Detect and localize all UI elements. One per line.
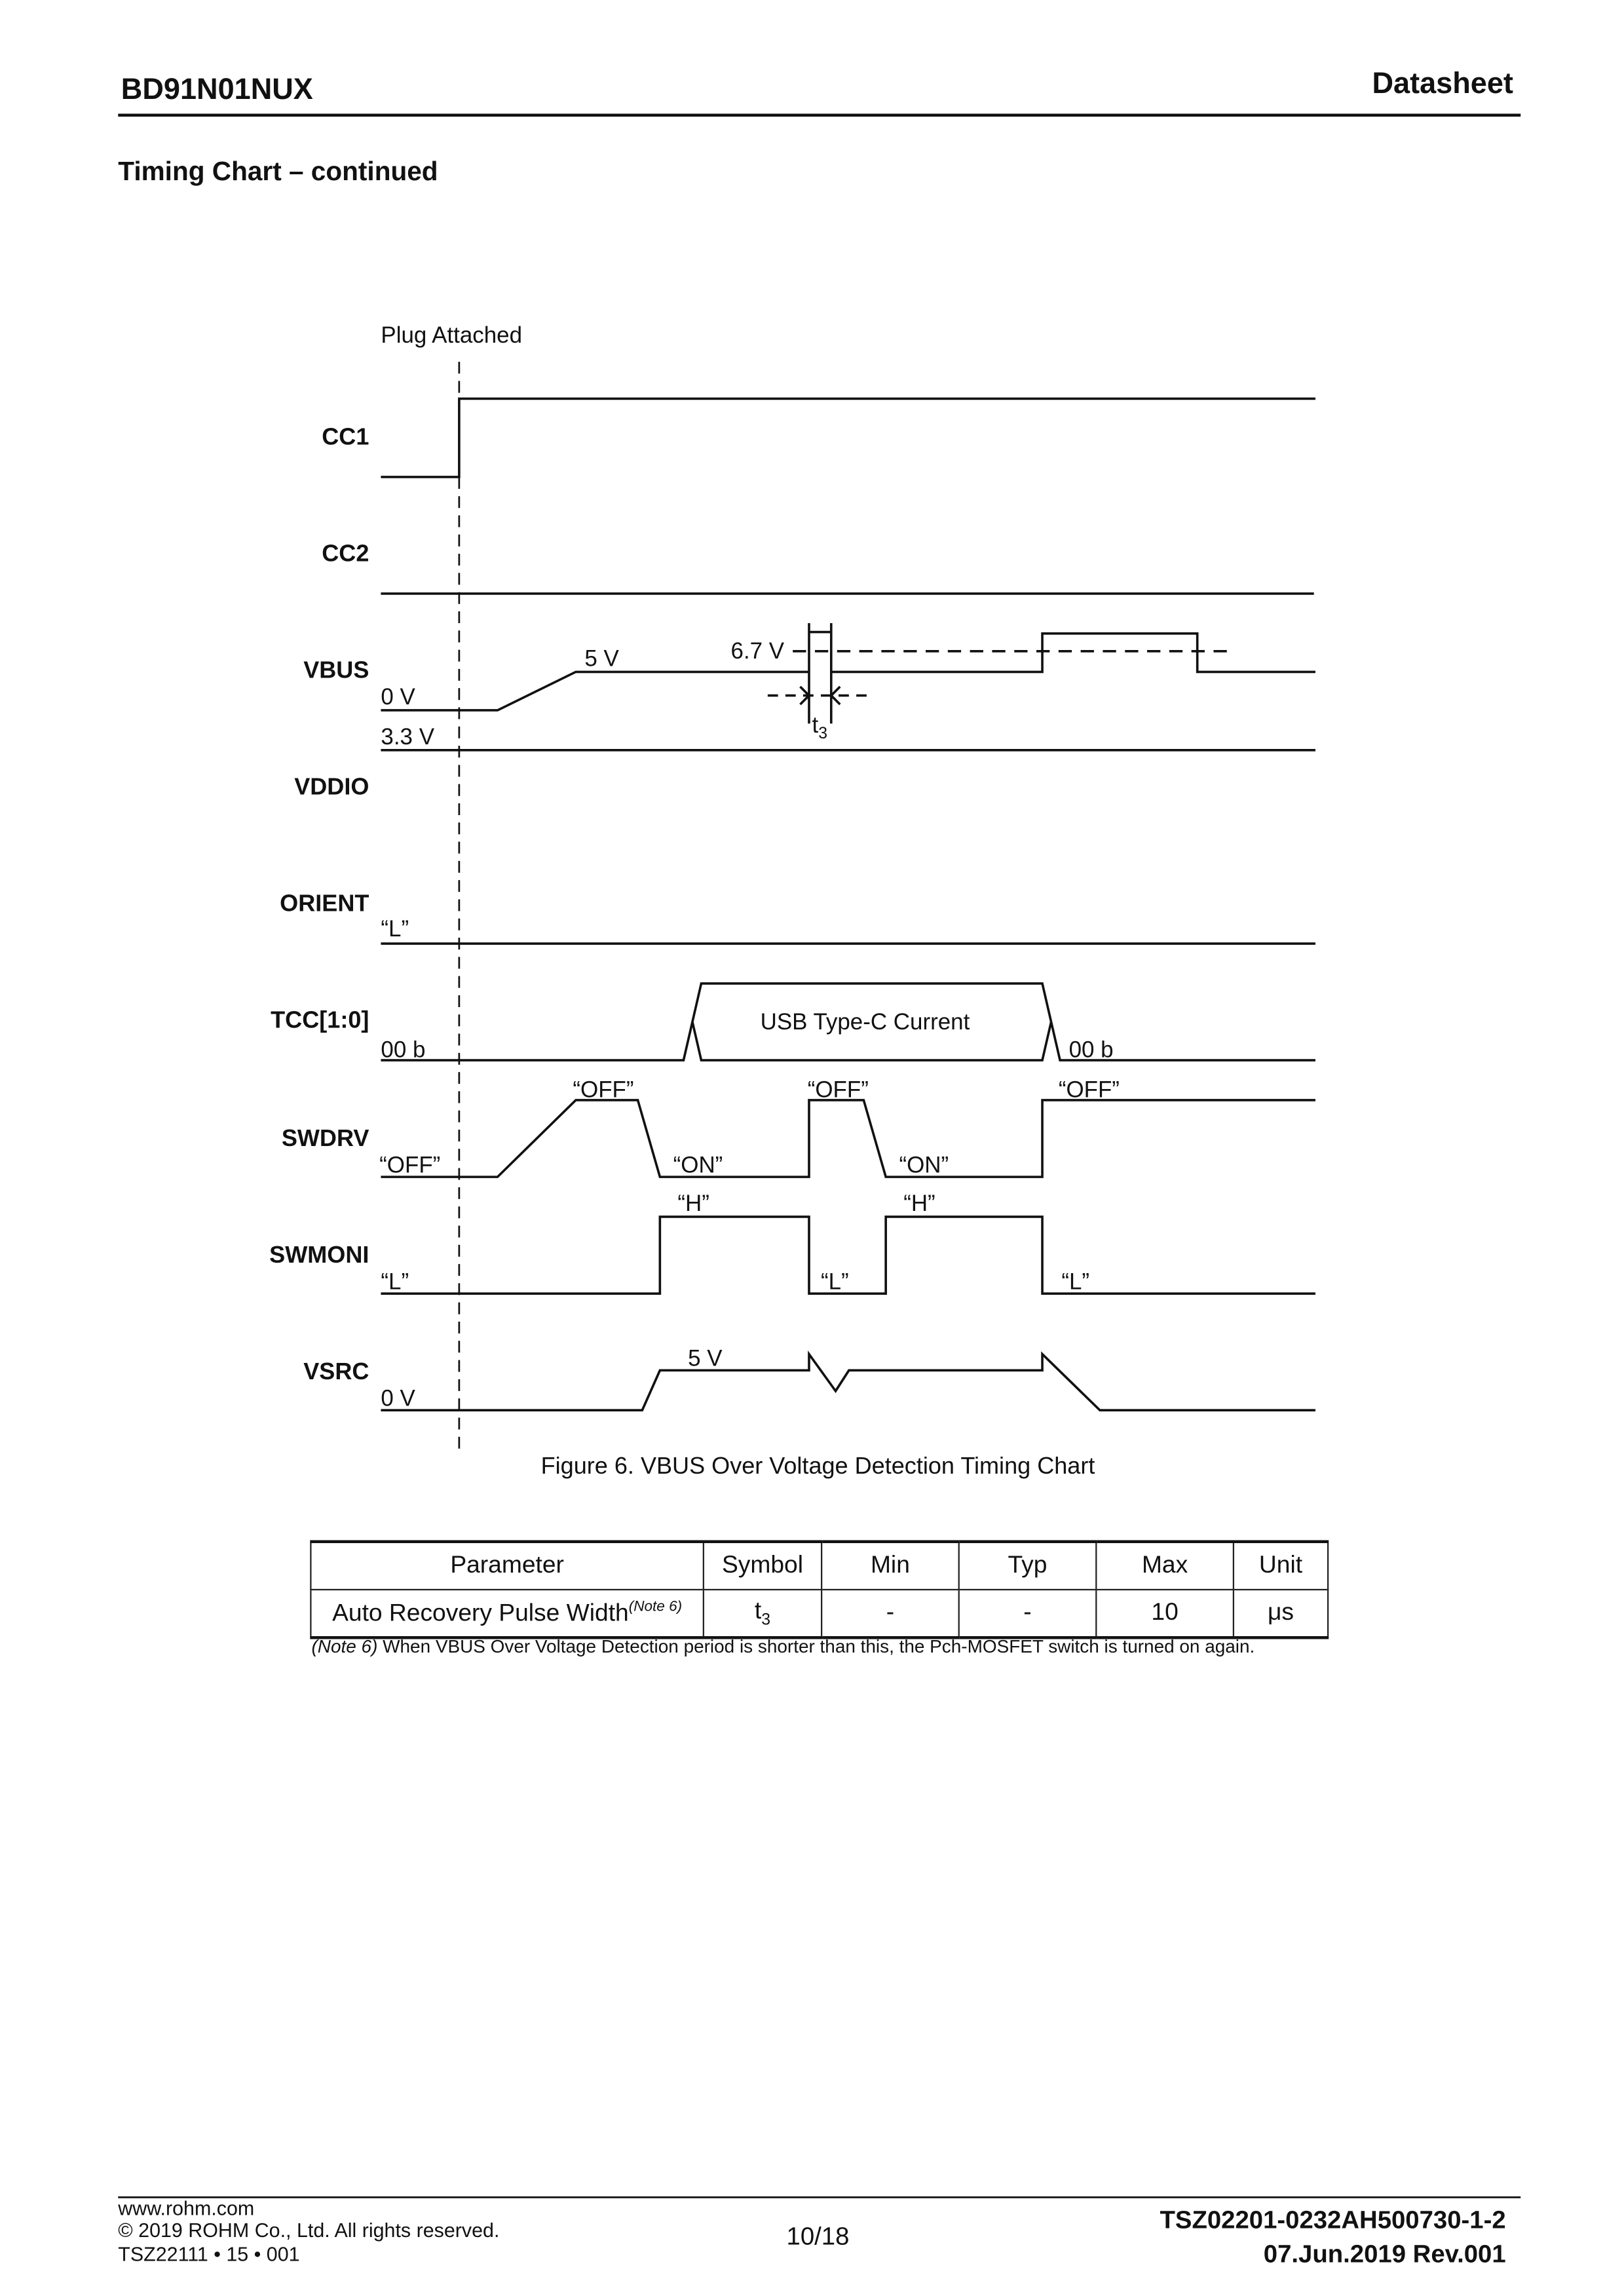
signal-cc1: CC1 — [322, 425, 369, 451]
swmoni-label: “H” — [903, 1191, 935, 1217]
signal-tcc: TCC[1:0] — [271, 1008, 369, 1034]
signal-swmoni: SWMONI — [269, 1243, 369, 1269]
orient-label: “L” — [381, 917, 409, 942]
table-note — [312, 1637, 1255, 1656]
cc1-waveform — [381, 398, 1315, 476]
table-row — [311, 1590, 1328, 1637]
parameter-table — [310, 1540, 1329, 1639]
cell-max: 10 — [1096, 1590, 1234, 1637]
swdrv-label: “OFF” — [807, 1078, 869, 1103]
vsrc-5v-label: 5 V — [688, 1347, 723, 1372]
figure-caption: Figure 6. VBUS Over Voltage Detection Timing Chart — [540, 1454, 1095, 1480]
signal-swdrv: SWDRV — [281, 1126, 369, 1152]
cell-unit: μs — [1234, 1590, 1328, 1637]
footer-form-code: TSZ22111 • 15 • 001 — [118, 2243, 300, 2266]
t3-label — [812, 715, 827, 743]
doc-type: Datasheet — [1372, 67, 1513, 101]
header-parameter: Parameter — [311, 1542, 703, 1590]
footer-website: www.rohm.com — [118, 2197, 255, 2220]
swmoni-label: “H” — [677, 1191, 709, 1217]
date-revision: 07.Jun.2019 Rev.001 — [1263, 2240, 1506, 2268]
cell-symbol — [704, 1590, 821, 1637]
tcc-low-left: 00 b — [381, 1038, 426, 1063]
symbol-base: t — [754, 1598, 762, 1624]
swdrv-label: “OFF” — [379, 1153, 441, 1179]
vbus-waveform — [381, 623, 1315, 723]
header-unit: Unit — [1234, 1542, 1328, 1590]
part-number: BD91N01NUX — [121, 73, 313, 107]
vsrc-0v-label: 0 V — [381, 1387, 415, 1412]
parameter-name: Auto Recovery Pulse Width — [332, 1599, 629, 1626]
header-min: Min — [821, 1542, 959, 1590]
note-label: (Note 6) — [311, 1636, 378, 1657]
signal-vddio: VDDIO — [294, 775, 369, 801]
plug-attached-label: Plug Attached — [381, 323, 523, 349]
swdrv-label: “OFF” — [573, 1078, 634, 1103]
vddio-label: 3.3 V — [381, 725, 435, 750]
header-max: Max — [1096, 1542, 1234, 1590]
footer-copyright: © 2019 ROHM Co., Ltd. All rights reserved. — [118, 2219, 500, 2242]
vbus-0v-label: 0 V — [381, 685, 415, 710]
page-number: 10/18 — [786, 2222, 850, 2251]
swdrv-label: “OFF” — [1058, 1078, 1120, 1103]
doc-number: TSZ02201-0232AH500730-1-2 — [1160, 2206, 1506, 2234]
t3-base: t — [812, 713, 819, 738]
swdrv-label: “ON” — [899, 1153, 949, 1179]
symbol-sub: 3 — [761, 1611, 771, 1630]
cell-parameter — [311, 1590, 703, 1637]
swmoni-label: “L” — [1061, 1270, 1090, 1295]
signal-vsrc: VSRC — [303, 1360, 369, 1385]
signal-vbus: VBUS — [303, 659, 369, 684]
note-ref: (Note 6) — [628, 1599, 683, 1615]
header-typ: Typ — [959, 1542, 1097, 1590]
t3-sub: 3 — [818, 725, 828, 743]
table-header-row — [311, 1542, 1328, 1590]
vsrc-waveform — [381, 1354, 1315, 1411]
section-title: Timing Chart – continued — [118, 156, 438, 186]
swdrv-waveform — [381, 1100, 1315, 1177]
cell-min: - — [821, 1590, 959, 1637]
swmoni-label: “L” — [381, 1270, 409, 1295]
tcc-bus-label: USB Type-C Current — [760, 1010, 970, 1035]
header-symbol: Symbol — [704, 1542, 821, 1590]
cell-typ: - — [959, 1590, 1097, 1637]
signal-cc2: CC2 — [322, 542, 369, 567]
signal-orient: ORIENT — [280, 892, 369, 917]
vbus-threshold-label: 6.7 V — [730, 639, 785, 665]
vbus-5v-label: 5 V — [584, 647, 619, 672]
swdrv-label: “ON” — [673, 1153, 723, 1179]
tcc-low-right: 00 b — [1068, 1038, 1114, 1063]
note-text: When VBUS Over Voltage Detection period is shorter than this, the Pch-MOSFET switch is turned on again. — [377, 1636, 1255, 1657]
swmoni-label: “L” — [821, 1270, 849, 1295]
